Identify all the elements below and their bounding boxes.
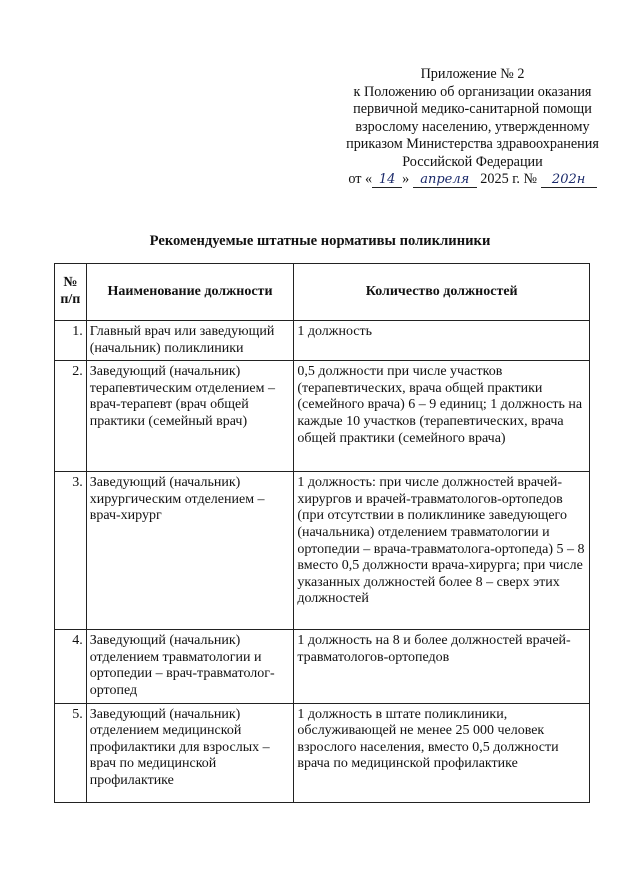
row-position: Заведующий (начальник) терапевтическим отделением – врач-терапевт (врач общей практики (семейный врач) bbox=[86, 361, 294, 472]
date-prefix: от « bbox=[348, 171, 373, 187]
document-title: Рекомендуемые штатные нормативы поликлиники bbox=[149, 233, 491, 249]
date-year: 2025 г. № bbox=[480, 171, 538, 187]
row-number: 4. bbox=[55, 630, 87, 703]
table-row bbox=[55, 361, 590, 472]
row-position: Заведующий (начальник) отделением медицинской профилактики для взрослых – врач по медицинской профилактике bbox=[86, 703, 294, 802]
row-quantity: 1 должность в штате поликлиники, обслуживающей не менее 25 000 человек взрослого населения, вместо 0,5 должности врача по медицинской профилактике bbox=[294, 703, 590, 802]
table-row bbox=[55, 703, 590, 802]
appendix-title: Приложение № 2 bbox=[420, 66, 525, 82]
appendix-line: к Положению об организации оказания bbox=[353, 83, 592, 100]
row-quantity: 1 должность bbox=[294, 321, 590, 361]
table-row bbox=[55, 321, 590, 361]
appendix-line: Российской Федерации bbox=[402, 153, 543, 170]
header-number: № п/п bbox=[55, 264, 87, 321]
appendix-header bbox=[330, 66, 615, 189]
row-quantity: 0,5 должности при числе участков (терапевтических, врача общей практики (семейного врача) 6 – 9 единиц; 1 должность на каждые 10 участков (терапевтических, врача общей практики (семейного врача) bbox=[294, 361, 590, 472]
row-position: Заведующий (начальник) отделением травматологии и ортопедии – врач-травматолог-ортопед bbox=[86, 630, 294, 703]
row-quantity: 1 должность на 8 и более должностей врачей-травматологов-ортопедов bbox=[294, 630, 590, 703]
row-quantity: 1 должность: при числе должностей врачей-хирургов и врачей-травматологов-ортопедов (при отсутствии в поликлинике заведующего (начальника) отделением травматологии и ортопедии – врача-травматолога-ортопеда) 5 – 8 вместо 0,5 должности врача-хирурга; при числе указанных должностей более 8 – сверх этих должностей bbox=[294, 472, 590, 630]
row-position: Главный врач или заведующий (начальник) поликлиники bbox=[86, 321, 294, 361]
header-quantity: Количество должностей bbox=[294, 264, 590, 321]
handwritten-order-number: 202н bbox=[541, 173, 597, 188]
table-row bbox=[55, 472, 590, 630]
staffing-table bbox=[54, 263, 590, 803]
table-header-row bbox=[55, 264, 590, 321]
appendix-line: первичной медико-санитарной помощи bbox=[353, 101, 592, 117]
handwritten-month: апреля bbox=[413, 173, 477, 188]
date-separator: » bbox=[402, 171, 410, 187]
row-position: Заведующий (начальник) хирургическим отделением – врач-хирург bbox=[86, 472, 294, 630]
appendix-line: взрослому населению, утвержденному bbox=[355, 118, 590, 135]
appendix-line: приказом Министерства здравоохранения bbox=[346, 136, 599, 152]
row-number: 2. bbox=[55, 361, 87, 472]
row-number: 3. bbox=[55, 472, 87, 630]
table-row bbox=[55, 630, 590, 703]
order-date-line bbox=[330, 171, 615, 189]
handwritten-day: 14 bbox=[372, 173, 402, 188]
header-position: Наименование должности bbox=[86, 264, 294, 321]
row-number: 5. bbox=[55, 703, 87, 802]
row-number: 1. bbox=[55, 321, 87, 361]
